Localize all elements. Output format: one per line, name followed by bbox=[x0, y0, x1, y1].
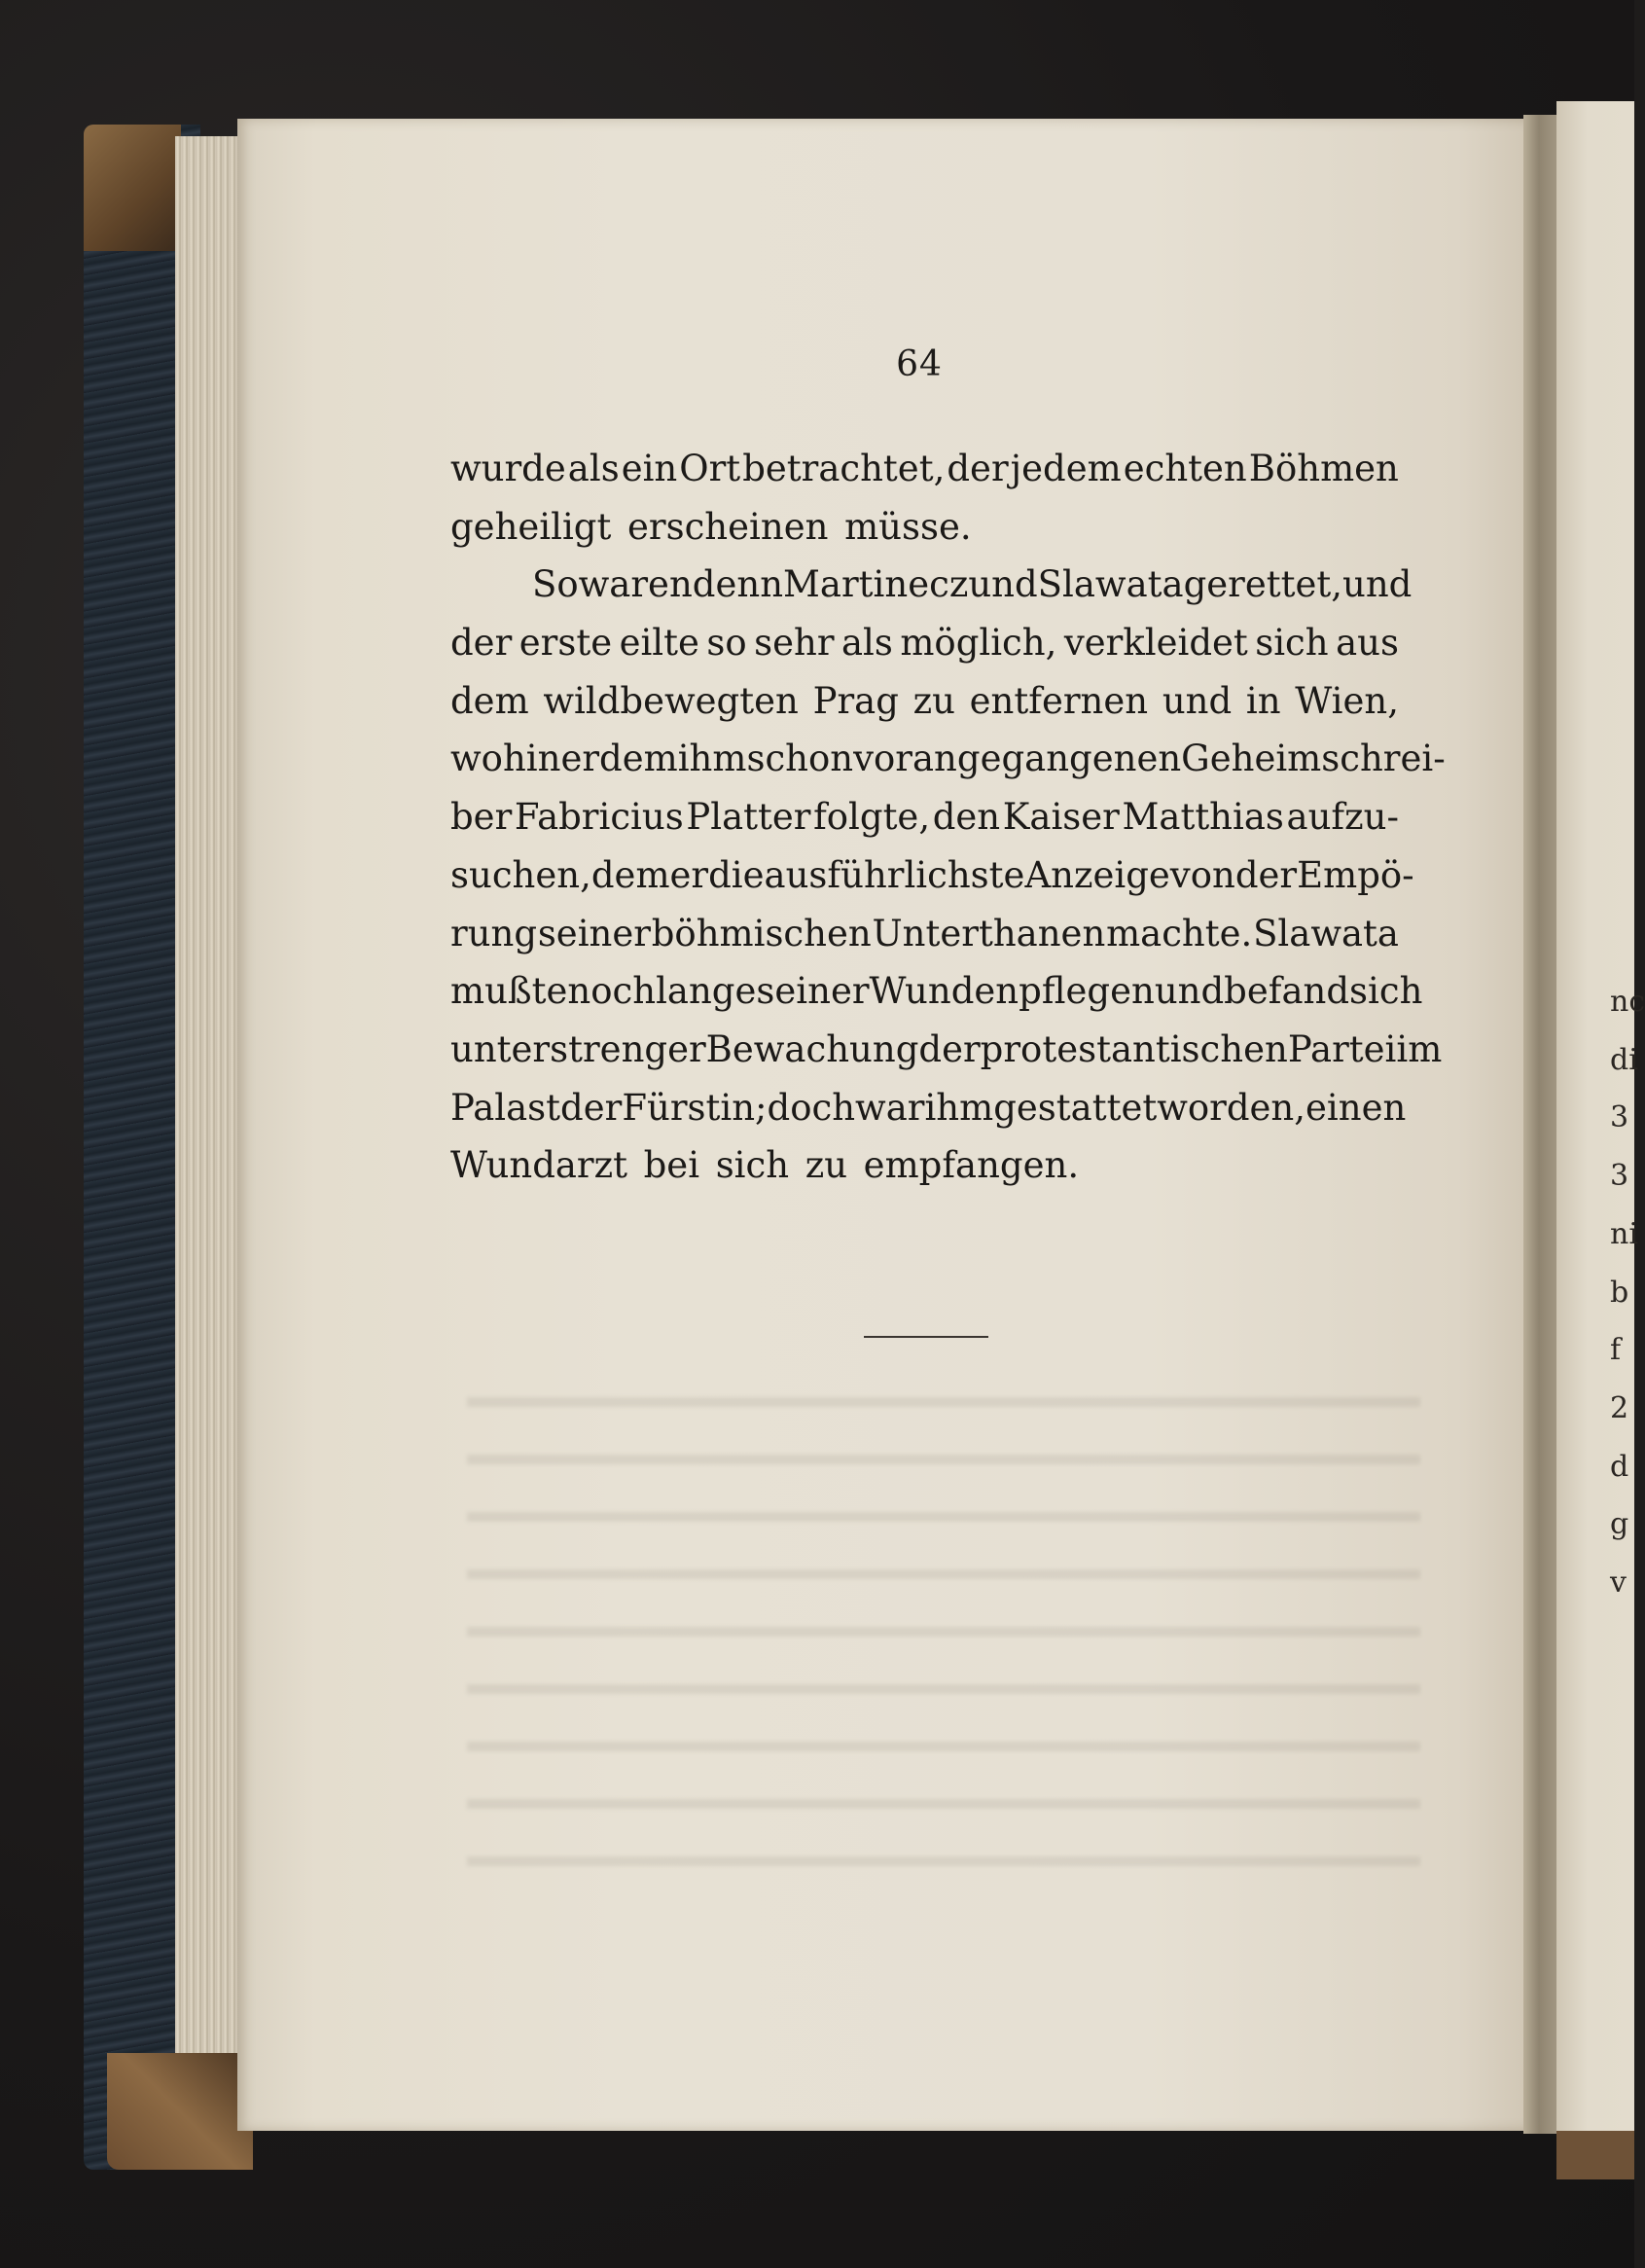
word: ausführlichste bbox=[764, 853, 1025, 896]
word: befand bbox=[1224, 970, 1350, 1013]
word: Wunden bbox=[869, 970, 1019, 1013]
word: Böhmen bbox=[1248, 448, 1399, 489]
word: Empö- bbox=[1297, 853, 1414, 896]
word: Kaiser bbox=[1002, 796, 1120, 839]
word: und bbox=[968, 563, 1038, 606]
word: empfangen. bbox=[863, 1144, 1080, 1187]
word: möglich, bbox=[900, 622, 1057, 665]
text-line bbox=[450, 1136, 1399, 1195]
word: sich bbox=[1255, 622, 1329, 665]
word: er bbox=[669, 853, 709, 896]
word: und bbox=[1154, 970, 1225, 1013]
word: als bbox=[567, 448, 620, 489]
word: Platter bbox=[686, 796, 811, 839]
facing-page-fragment: nc bbox=[1610, 985, 1645, 1019]
binding-corner-bottom bbox=[107, 2053, 253, 2170]
word: böhmischen bbox=[651, 912, 872, 954]
word: erscheinen bbox=[627, 505, 829, 548]
word: dem bbox=[450, 679, 529, 722]
word: aufzu- bbox=[1286, 796, 1399, 839]
word: erste bbox=[519, 622, 613, 665]
word: dem bbox=[590, 853, 670, 896]
word: mußte bbox=[450, 970, 568, 1013]
word: der bbox=[918, 1027, 981, 1070]
word: ber bbox=[450, 796, 513, 839]
word: Matthias bbox=[1122, 796, 1284, 839]
text-line bbox=[450, 672, 1399, 731]
text-line bbox=[450, 1021, 1443, 1079]
word: Anzeige bbox=[1024, 853, 1170, 896]
text-line bbox=[450, 730, 1446, 788]
word: verkleidet bbox=[1063, 622, 1248, 665]
word: eilte bbox=[619, 622, 699, 665]
facing-page-fragment: 3 bbox=[1610, 1100, 1629, 1135]
word: betrachtet, bbox=[742, 448, 946, 489]
word: einen bbox=[1305, 1086, 1407, 1129]
text-line bbox=[450, 905, 1399, 963]
word: wildbewegten bbox=[543, 679, 799, 722]
text-line bbox=[450, 614, 1399, 672]
text-line bbox=[450, 498, 1399, 557]
word: sich bbox=[715, 1144, 790, 1187]
binding-corner-top bbox=[84, 125, 181, 251]
word: sehr bbox=[754, 622, 835, 665]
word: Partei bbox=[1287, 1027, 1397, 1070]
word: Wundarzt bbox=[450, 1144, 627, 1187]
word: unter bbox=[450, 1027, 551, 1070]
word: er bbox=[560, 738, 600, 780]
word: folgte, bbox=[813, 796, 931, 839]
word: Geheimschrei- bbox=[1181, 738, 1446, 780]
word: suchen, bbox=[450, 853, 591, 896]
word: Prag bbox=[812, 679, 899, 722]
word: worden, bbox=[1157, 1086, 1306, 1129]
word: bei bbox=[643, 1144, 700, 1187]
word: von bbox=[1169, 853, 1235, 896]
section-rule bbox=[864, 1336, 988, 1338]
word: dem bbox=[599, 738, 678, 780]
word: Martinecz bbox=[783, 563, 969, 606]
word: ein bbox=[621, 448, 678, 489]
facing-page-binding bbox=[1556, 2131, 1634, 2179]
word: rung bbox=[450, 912, 538, 954]
word: Fürstin; bbox=[622, 1086, 768, 1129]
word: seiner bbox=[756, 970, 870, 1013]
body-text bbox=[450, 440, 1446, 1195]
facing-page-fragment: di bbox=[1610, 1042, 1638, 1077]
word: und bbox=[1162, 679, 1233, 722]
text-line bbox=[450, 440, 1399, 498]
word: der bbox=[560, 1086, 623, 1129]
word: jedem bbox=[1010, 448, 1122, 489]
facing-page-fragment: 2 bbox=[1610, 1390, 1629, 1425]
facing-page-fragment: v bbox=[1610, 1566, 1627, 1601]
word: ihm bbox=[924, 1086, 994, 1129]
text-line bbox=[450, 1079, 1407, 1137]
word: Slawata bbox=[1037, 563, 1184, 606]
word: gestattet bbox=[993, 1086, 1158, 1129]
word: wurde bbox=[450, 448, 566, 489]
word: Bewachung bbox=[705, 1027, 919, 1070]
facing-page-fragment: d bbox=[1610, 1449, 1629, 1484]
facing-page-fragment: 3 bbox=[1610, 1159, 1629, 1194]
word: den bbox=[932, 796, 1001, 839]
facing-page-fragment: b bbox=[1610, 1275, 1629, 1310]
word: Ort bbox=[679, 448, 741, 489]
word: als bbox=[840, 622, 893, 665]
word: gerettet, bbox=[1183, 563, 1343, 606]
word: wohin bbox=[450, 738, 561, 780]
word: lange bbox=[656, 970, 757, 1013]
word: vorangegangenen bbox=[853, 738, 1182, 780]
word: Unterthanen bbox=[872, 912, 1106, 954]
text-line bbox=[450, 788, 1399, 846]
word: strenger bbox=[550, 1027, 706, 1070]
word: Palast bbox=[450, 1086, 561, 1129]
word: und bbox=[1342, 563, 1413, 606]
word: der bbox=[450, 622, 513, 665]
facing-page-fragment: f bbox=[1610, 1333, 1622, 1368]
word: aus bbox=[1336, 622, 1399, 665]
word: schon bbox=[746, 738, 854, 780]
text-line bbox=[450, 962, 1423, 1021]
facing-page-fragment: ni bbox=[1610, 1216, 1638, 1251]
word: der bbox=[947, 448, 1009, 489]
word: im bbox=[1396, 1027, 1443, 1070]
word: müsse. bbox=[844, 505, 972, 548]
word: geheiligt bbox=[450, 505, 612, 548]
word: Slawata bbox=[1253, 912, 1399, 954]
word: sich bbox=[1349, 970, 1423, 1013]
word: zu bbox=[805, 1144, 848, 1187]
bleed-through-shadow bbox=[467, 1362, 1420, 1907]
word: die bbox=[708, 853, 765, 896]
word: in bbox=[1245, 679, 1281, 722]
word: noch bbox=[567, 970, 657, 1013]
word: waren bbox=[578, 563, 693, 606]
text-line bbox=[450, 556, 1413, 614]
word: ihm bbox=[677, 738, 747, 780]
word: machte. bbox=[1106, 912, 1253, 954]
word: zu bbox=[912, 679, 955, 722]
word: seiner bbox=[537, 912, 651, 954]
word: so bbox=[706, 622, 747, 665]
word: So bbox=[532, 563, 579, 606]
word: war bbox=[855, 1086, 925, 1129]
word: pflegen bbox=[1019, 970, 1155, 1013]
word: Wien, bbox=[1295, 679, 1399, 722]
word: denn bbox=[692, 563, 784, 606]
facing-page-text bbox=[1610, 973, 1645, 1612]
word: echten bbox=[1123, 448, 1247, 489]
word: protestantischen bbox=[980, 1027, 1288, 1070]
text-line bbox=[450, 846, 1414, 905]
word: doch bbox=[767, 1086, 856, 1129]
facing-page-fragment: g bbox=[1610, 1507, 1629, 1542]
word: der bbox=[1234, 853, 1298, 896]
word: Fabricius bbox=[514, 796, 684, 839]
page-number: 64 bbox=[896, 344, 943, 384]
word: entfernen bbox=[969, 679, 1149, 722]
